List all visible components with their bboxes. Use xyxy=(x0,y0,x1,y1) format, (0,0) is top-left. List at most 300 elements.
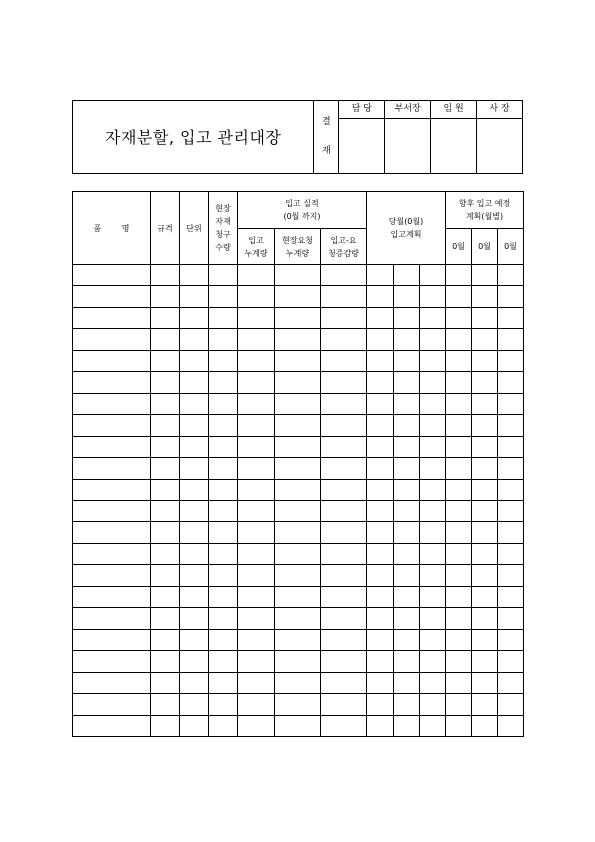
table-cell[interactable] xyxy=(238,415,275,436)
table-cell[interactable] xyxy=(367,458,394,479)
table-cell[interactable] xyxy=(472,672,498,693)
table-cell[interactable] xyxy=(367,586,394,607)
table-cell[interactable] xyxy=(209,393,238,414)
table-cell[interactable] xyxy=(394,415,420,436)
table-cell[interactable] xyxy=(472,265,498,286)
table-cell[interactable] xyxy=(73,265,151,286)
table-cell[interactable] xyxy=(180,329,209,350)
table-cell[interactable] xyxy=(321,694,367,715)
table-cell[interactable] xyxy=(209,436,238,457)
table-cell[interactable] xyxy=(238,350,275,371)
table-cell[interactable] xyxy=(446,651,472,672)
table-cell[interactable] xyxy=(209,372,238,393)
table-cell[interactable] xyxy=(151,694,180,715)
table-cell[interactable] xyxy=(73,629,151,650)
table-cell[interactable] xyxy=(367,672,394,693)
table-cell[interactable] xyxy=(321,479,367,500)
table-cell[interactable] xyxy=(209,479,238,500)
table-cell[interactable] xyxy=(151,372,180,393)
table-cell[interactable] xyxy=(420,565,446,586)
table-cell[interactable] xyxy=(472,500,498,521)
table-cell[interactable] xyxy=(151,500,180,521)
table-cell[interactable] xyxy=(209,522,238,543)
table-cell[interactable] xyxy=(446,329,472,350)
table-cell[interactable] xyxy=(238,500,275,521)
table-cell[interactable] xyxy=(420,522,446,543)
table-cell[interactable] xyxy=(498,393,524,414)
table-cell[interactable] xyxy=(321,286,367,307)
table-cell[interactable] xyxy=(394,715,420,736)
table-cell[interactable] xyxy=(498,694,524,715)
table-cell[interactable] xyxy=(498,500,524,521)
signature-box-staff[interactable] xyxy=(339,119,385,174)
table-cell[interactable] xyxy=(151,543,180,564)
table-cell[interactable] xyxy=(498,651,524,672)
table-cell[interactable] xyxy=(238,286,275,307)
table-cell[interactable] xyxy=(498,265,524,286)
table-cell[interactable] xyxy=(209,629,238,650)
table-cell[interactable] xyxy=(472,393,498,414)
table-cell[interactable] xyxy=(498,672,524,693)
table-cell[interactable] xyxy=(472,608,498,629)
table-cell[interactable] xyxy=(420,651,446,672)
table-cell[interactable] xyxy=(238,651,275,672)
table-cell[interactable] xyxy=(73,672,151,693)
table-cell[interactable] xyxy=(180,350,209,371)
table-cell[interactable] xyxy=(180,522,209,543)
table-cell[interactable] xyxy=(73,651,151,672)
table-cell[interactable] xyxy=(394,286,420,307)
table-cell[interactable] xyxy=(238,265,275,286)
table-cell[interactable] xyxy=(394,265,420,286)
table-cell[interactable] xyxy=(321,586,367,607)
table-cell[interactable] xyxy=(420,629,446,650)
table-cell[interactable] xyxy=(367,372,394,393)
table-row xyxy=(73,586,524,607)
table-cell[interactable] xyxy=(446,672,472,693)
table-cell[interactable] xyxy=(209,543,238,564)
table-cell[interactable] xyxy=(498,629,524,650)
table-cell[interactable] xyxy=(238,694,275,715)
signature-box-executive[interactable] xyxy=(431,119,477,174)
table-cell[interactable] xyxy=(394,307,420,328)
table-cell[interactable] xyxy=(180,436,209,457)
table-cell[interactable] xyxy=(420,265,446,286)
table-cell[interactable] xyxy=(180,307,209,328)
table-cell[interactable] xyxy=(420,608,446,629)
table-cell[interactable] xyxy=(420,479,446,500)
table-cell[interactable] xyxy=(498,586,524,607)
table-cell[interactable] xyxy=(73,522,151,543)
table-cell[interactable] xyxy=(321,715,367,736)
table-cell[interactable] xyxy=(446,458,472,479)
table-cell[interactable] xyxy=(238,329,275,350)
table-cell[interactable] xyxy=(394,629,420,650)
table-cell[interactable] xyxy=(275,522,321,543)
table-cell[interactable] xyxy=(446,415,472,436)
table-cell[interactable] xyxy=(498,436,524,457)
table-cell[interactable] xyxy=(151,565,180,586)
table-cell[interactable] xyxy=(446,694,472,715)
table-cell[interactable] xyxy=(321,629,367,650)
table-cell[interactable] xyxy=(472,522,498,543)
table-cell[interactable] xyxy=(367,393,394,414)
table-cell[interactable] xyxy=(151,629,180,650)
table-cell[interactable] xyxy=(275,307,321,328)
table-cell[interactable] xyxy=(394,479,420,500)
table-cell[interactable] xyxy=(73,372,151,393)
table-cell[interactable] xyxy=(209,694,238,715)
table-cell[interactable] xyxy=(209,500,238,521)
table-cell[interactable] xyxy=(321,329,367,350)
table-cell[interactable] xyxy=(209,265,238,286)
table-cell[interactable] xyxy=(209,672,238,693)
table-cell[interactable] xyxy=(498,286,524,307)
table-cell[interactable] xyxy=(367,436,394,457)
table-cell[interactable] xyxy=(446,307,472,328)
signature-box-department-head[interactable] xyxy=(385,119,431,174)
table-cell[interactable] xyxy=(151,458,180,479)
table-cell[interactable] xyxy=(498,415,524,436)
table-cell[interactable] xyxy=(394,694,420,715)
table-cell[interactable] xyxy=(367,500,394,521)
table-cell[interactable] xyxy=(180,265,209,286)
table-cell[interactable] xyxy=(420,543,446,564)
table-cell[interactable] xyxy=(394,458,420,479)
table-cell[interactable] xyxy=(446,715,472,736)
role-staff: 담 당 xyxy=(339,101,385,119)
table-cell[interactable] xyxy=(180,608,209,629)
table-cell[interactable] xyxy=(472,479,498,500)
table-cell[interactable] xyxy=(321,415,367,436)
table-cell[interactable] xyxy=(321,522,367,543)
table-cell[interactable] xyxy=(321,372,367,393)
table-cell[interactable] xyxy=(446,265,472,286)
table-cell[interactable] xyxy=(73,479,151,500)
table-cell[interactable] xyxy=(275,479,321,500)
table-cell[interactable] xyxy=(151,522,180,543)
table-row xyxy=(73,479,524,500)
table-cell[interactable] xyxy=(238,565,275,586)
table-cell[interactable] xyxy=(180,694,209,715)
table-cell[interactable] xyxy=(446,565,472,586)
table-cell[interactable] xyxy=(275,651,321,672)
table-cell[interactable] xyxy=(238,608,275,629)
table-cell[interactable] xyxy=(472,286,498,307)
table-cell[interactable] xyxy=(275,372,321,393)
table-cell[interactable] xyxy=(394,436,420,457)
table-cell[interactable] xyxy=(472,415,498,436)
table-cell[interactable] xyxy=(472,307,498,328)
table-cell[interactable] xyxy=(151,415,180,436)
table-cell[interactable] xyxy=(151,307,180,328)
table-cell[interactable] xyxy=(275,329,321,350)
table-cell[interactable] xyxy=(367,350,394,371)
table-cell[interactable] xyxy=(180,651,209,672)
table-cell[interactable] xyxy=(180,479,209,500)
table-cell[interactable] xyxy=(394,500,420,521)
table-cell[interactable] xyxy=(275,500,321,521)
table-cell[interactable] xyxy=(238,715,275,736)
table-cell[interactable] xyxy=(321,350,367,371)
table-cell[interactable] xyxy=(420,350,446,371)
table-cell[interactable] xyxy=(321,565,367,586)
table-cell[interactable] xyxy=(321,608,367,629)
table-cell[interactable] xyxy=(73,458,151,479)
table-cell[interactable] xyxy=(420,286,446,307)
table-cell[interactable] xyxy=(420,329,446,350)
document-title: 자재분할, 입고 관리대장 xyxy=(73,101,314,174)
table-cell[interactable] xyxy=(151,586,180,607)
table-cell[interactable] xyxy=(498,458,524,479)
table-cell[interactable] xyxy=(472,629,498,650)
table-cell[interactable] xyxy=(367,479,394,500)
table-cell[interactable] xyxy=(209,586,238,607)
table-cell[interactable] xyxy=(275,565,321,586)
table-cell[interactable] xyxy=(498,307,524,328)
table-cell[interactable] xyxy=(209,608,238,629)
table-cell[interactable] xyxy=(367,715,394,736)
table-cell[interactable] xyxy=(472,586,498,607)
table-cell[interactable] xyxy=(180,415,209,436)
table-cell[interactable] xyxy=(498,350,524,371)
table-cell[interactable] xyxy=(180,586,209,607)
table-cell[interactable] xyxy=(275,393,321,414)
table-cell[interactable] xyxy=(367,522,394,543)
table-cell[interactable] xyxy=(446,522,472,543)
table-cell[interactable] xyxy=(275,672,321,693)
table-cell[interactable] xyxy=(321,436,367,457)
table-cell[interactable] xyxy=(238,307,275,328)
table-cell[interactable] xyxy=(472,329,498,350)
table-cell[interactable] xyxy=(275,543,321,564)
table-cell[interactable] xyxy=(394,586,420,607)
table-cell[interactable] xyxy=(446,393,472,414)
table-cell[interactable] xyxy=(73,286,151,307)
table-cell[interactable] xyxy=(367,608,394,629)
table-cell[interactable] xyxy=(180,372,209,393)
table-cell[interactable] xyxy=(180,458,209,479)
table-cell[interactable] xyxy=(275,694,321,715)
table-cell[interactable] xyxy=(238,458,275,479)
table-cell[interactable] xyxy=(446,500,472,521)
table-cell[interactable] xyxy=(321,307,367,328)
table-cell[interactable] xyxy=(238,372,275,393)
table-cell[interactable] xyxy=(180,543,209,564)
table-cell[interactable] xyxy=(420,415,446,436)
table-cell[interactable] xyxy=(73,350,151,371)
table-cell[interactable] xyxy=(321,651,367,672)
table-cell[interactable] xyxy=(275,608,321,629)
table-cell[interactable] xyxy=(275,458,321,479)
table-cell[interactable] xyxy=(151,651,180,672)
table-cell[interactable] xyxy=(151,393,180,414)
table-cell[interactable] xyxy=(321,265,367,286)
table-cell[interactable] xyxy=(275,265,321,286)
table-cell[interactable] xyxy=(394,393,420,414)
table-cell[interactable] xyxy=(151,479,180,500)
table-cell[interactable] xyxy=(394,329,420,350)
table-cell[interactable] xyxy=(180,629,209,650)
table-cell[interactable] xyxy=(73,565,151,586)
table-cell[interactable] xyxy=(446,350,472,371)
table-cell[interactable] xyxy=(238,393,275,414)
table-cell[interactable] xyxy=(498,372,524,393)
table-cell[interactable] xyxy=(73,436,151,457)
table-cell[interactable] xyxy=(151,608,180,629)
header-future-month-3: 0월 xyxy=(498,229,524,265)
table-cell[interactable] xyxy=(180,500,209,521)
table-cell[interactable] xyxy=(238,672,275,693)
table-cell[interactable] xyxy=(151,350,180,371)
table-cell[interactable] xyxy=(321,543,367,564)
table-cell[interactable] xyxy=(446,436,472,457)
table-cell[interactable] xyxy=(151,265,180,286)
table-cell[interactable] xyxy=(209,329,238,350)
table-cell[interactable] xyxy=(321,458,367,479)
table-cell[interactable] xyxy=(420,436,446,457)
table-cell[interactable] xyxy=(394,350,420,371)
table-cell[interactable] xyxy=(394,608,420,629)
table-cell[interactable] xyxy=(394,672,420,693)
table-cell[interactable] xyxy=(275,586,321,607)
table-cell[interactable] xyxy=(151,672,180,693)
table-cell[interactable] xyxy=(73,500,151,521)
table-cell[interactable] xyxy=(275,629,321,650)
table-cell[interactable] xyxy=(209,415,238,436)
table-cell[interactable] xyxy=(498,565,524,586)
table-cell[interactable] xyxy=(420,458,446,479)
table-cell[interactable] xyxy=(446,629,472,650)
table-cell[interactable] xyxy=(321,500,367,521)
table-cell[interactable] xyxy=(238,436,275,457)
table-cell[interactable] xyxy=(472,715,498,736)
table-cell[interactable] xyxy=(367,329,394,350)
table-cell[interactable] xyxy=(367,265,394,286)
role-president: 사 장 xyxy=(477,101,523,119)
table-cell[interactable] xyxy=(367,694,394,715)
table-cell[interactable] xyxy=(420,672,446,693)
table-cell[interactable] xyxy=(180,715,209,736)
table-cell[interactable] xyxy=(446,286,472,307)
table-cell[interactable] xyxy=(394,543,420,564)
table-cell[interactable] xyxy=(472,543,498,564)
table-cell[interactable] xyxy=(446,479,472,500)
table-cell[interactable] xyxy=(73,694,151,715)
table-cell[interactable] xyxy=(180,393,209,414)
table-cell[interactable] xyxy=(238,479,275,500)
table-cell[interactable] xyxy=(321,672,367,693)
table-cell[interactable] xyxy=(472,436,498,457)
table-cell[interactable] xyxy=(498,608,524,629)
table-cell[interactable] xyxy=(151,436,180,457)
table-cell[interactable] xyxy=(420,715,446,736)
header-receipt-group-line2: (0월 까지) xyxy=(283,212,321,221)
table-cell[interactable] xyxy=(446,586,472,607)
table-cell[interactable] xyxy=(498,522,524,543)
table-cell[interactable] xyxy=(420,393,446,414)
table-cell[interactable] xyxy=(498,329,524,350)
header-receipt-cumulative-line2: 누계량 xyxy=(244,248,268,258)
table-cell[interactable] xyxy=(498,715,524,736)
table-cell[interactable] xyxy=(367,415,394,436)
table-cell[interactable] xyxy=(275,286,321,307)
table-cell[interactable] xyxy=(321,393,367,414)
table-cell[interactable] xyxy=(73,608,151,629)
table-cell[interactable] xyxy=(275,350,321,371)
table-cell[interactable] xyxy=(472,350,498,371)
table-cell[interactable] xyxy=(151,329,180,350)
table-row xyxy=(73,608,524,629)
table-cell[interactable] xyxy=(151,286,180,307)
table-cell[interactable] xyxy=(73,715,151,736)
table-cell[interactable] xyxy=(472,651,498,672)
table-cell[interactable] xyxy=(367,629,394,650)
table-cell[interactable] xyxy=(472,372,498,393)
table-cell[interactable] xyxy=(394,522,420,543)
table-cell[interactable] xyxy=(275,436,321,457)
table-cell[interactable] xyxy=(367,307,394,328)
table-cell[interactable] xyxy=(180,565,209,586)
table-cell[interactable] xyxy=(238,522,275,543)
table-cell[interactable] xyxy=(367,543,394,564)
table-cell[interactable] xyxy=(420,586,446,607)
table-cell[interactable] xyxy=(394,651,420,672)
table-cell[interactable] xyxy=(446,608,472,629)
table-cell[interactable] xyxy=(420,372,446,393)
table-cell[interactable] xyxy=(73,543,151,564)
table-cell[interactable] xyxy=(472,694,498,715)
table-cell[interactable] xyxy=(73,415,151,436)
table-cell[interactable] xyxy=(209,350,238,371)
table-cell[interactable] xyxy=(209,458,238,479)
table-cell[interactable] xyxy=(472,565,498,586)
table-cell[interactable] xyxy=(275,715,321,736)
table-cell[interactable] xyxy=(209,651,238,672)
table-cell[interactable] xyxy=(151,715,180,736)
table-cell[interactable] xyxy=(238,629,275,650)
table-cell[interactable] xyxy=(420,694,446,715)
table-cell[interactable] xyxy=(367,286,394,307)
table-cell[interactable] xyxy=(209,286,238,307)
table-cell[interactable] xyxy=(420,500,446,521)
table-cell[interactable] xyxy=(238,543,275,564)
table-cell[interactable] xyxy=(367,651,394,672)
table-cell[interactable] xyxy=(73,393,151,414)
table-cell[interactable] xyxy=(180,672,209,693)
approval-header xyxy=(72,100,523,174)
table-cell[interactable] xyxy=(73,586,151,607)
table-cell[interactable] xyxy=(209,715,238,736)
table-cell[interactable] xyxy=(209,307,238,328)
table-cell[interactable] xyxy=(420,307,446,328)
table-cell[interactable] xyxy=(472,458,498,479)
table-cell[interactable] xyxy=(394,565,420,586)
table-cell[interactable] xyxy=(367,565,394,586)
table-cell[interactable] xyxy=(498,479,524,500)
table-cell[interactable] xyxy=(275,415,321,436)
table-cell[interactable] xyxy=(73,329,151,350)
signature-box-president[interactable] xyxy=(477,119,523,174)
table-cell[interactable] xyxy=(446,372,472,393)
table-cell[interactable] xyxy=(498,543,524,564)
table-cell[interactable] xyxy=(446,543,472,564)
table-cell[interactable] xyxy=(180,286,209,307)
table-cell[interactable] xyxy=(394,372,420,393)
table-cell[interactable] xyxy=(238,586,275,607)
table-cell[interactable] xyxy=(209,565,238,586)
table-cell[interactable] xyxy=(73,307,151,328)
